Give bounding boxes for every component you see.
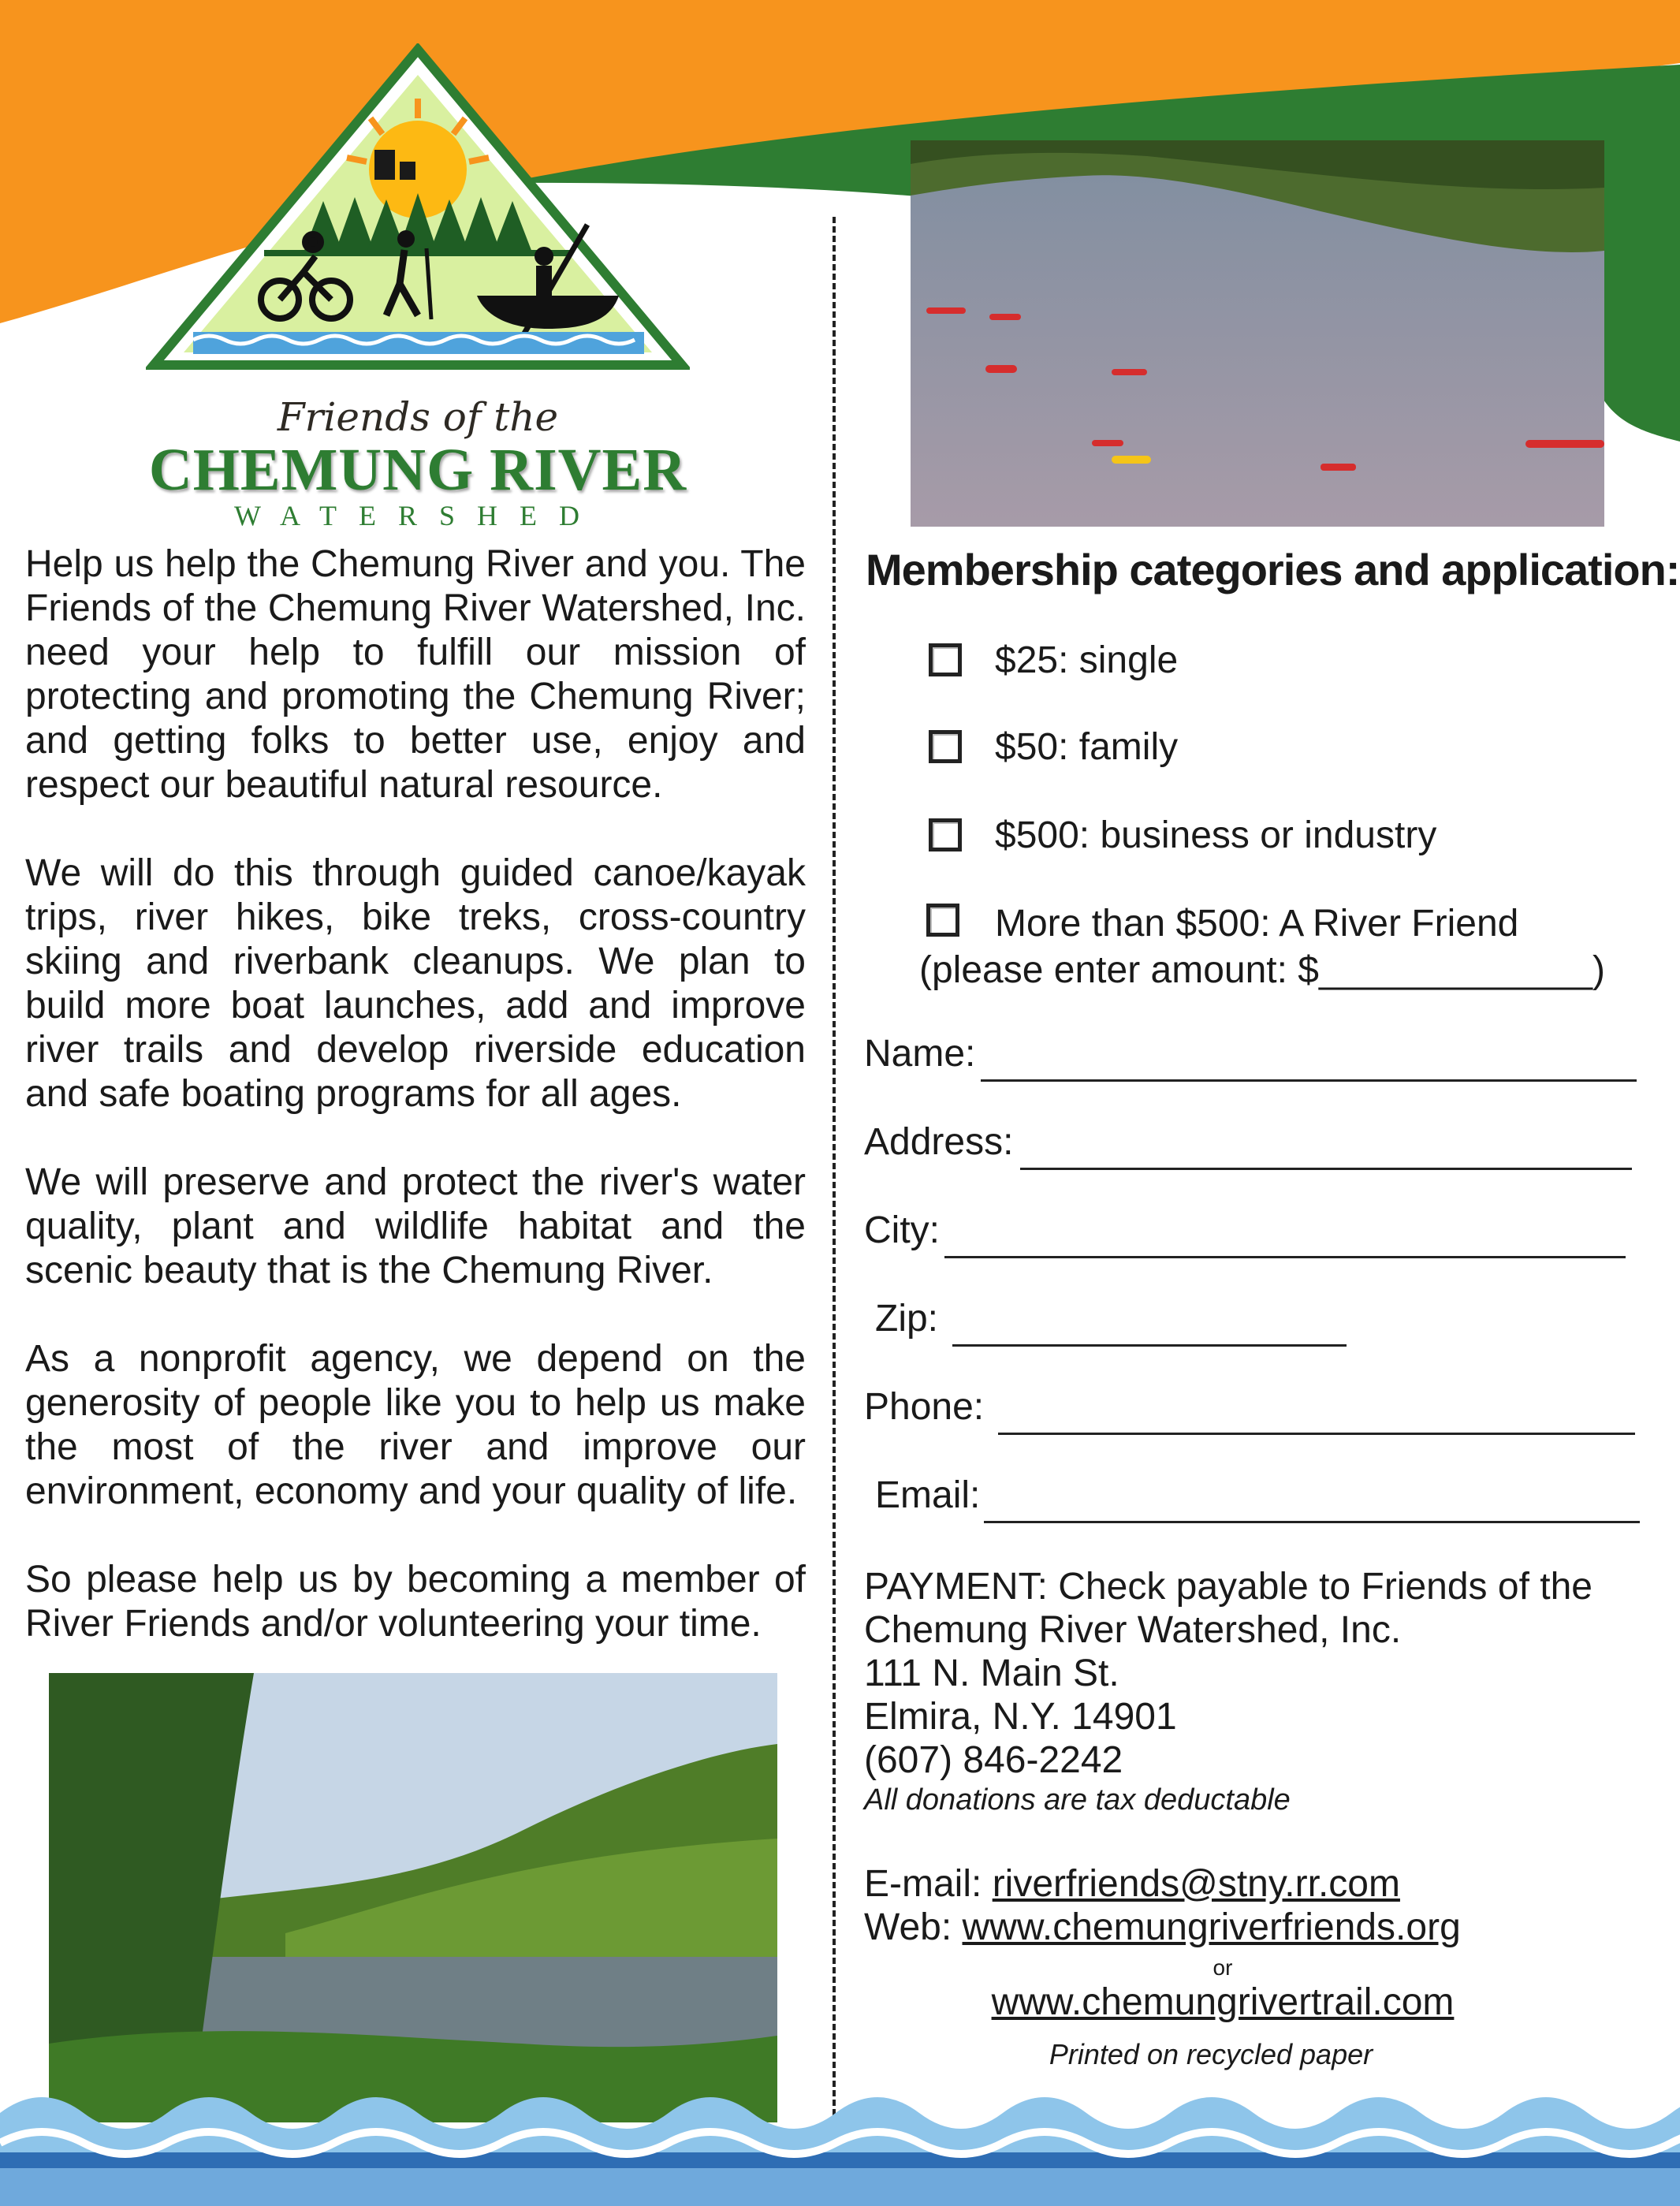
tax-note: All donations are tax deductable — [864, 1783, 1291, 1817]
phone-input-line[interactable] — [998, 1433, 1635, 1435]
web-contact-row — [864, 1906, 1645, 1949]
checkbox-business[interactable] — [929, 818, 962, 851]
logo-chemung-text: CHEMUNG RIVER — [148, 437, 687, 503]
address-label: Address: — [864, 1121, 1014, 1163]
contact-info — [864, 1862, 1645, 1949]
zip-input-line[interactable] — [952, 1344, 1347, 1347]
kayakers-river-photo — [911, 140, 1604, 527]
name-field[interactable] — [864, 1033, 1641, 1082]
city-input-line[interactable] — [944, 1256, 1626, 1258]
payment-info — [864, 1565, 1645, 1818]
bottom-waves-graphic — [0, 2081, 1680, 2206]
email-link[interactable]: riverfriends@stny.rr.com — [992, 1863, 1400, 1905]
checkbox-family[interactable] — [929, 730, 962, 763]
intro-paragraph: We will preserve and protect the river's water quality, plant and wildlife habitat and the scenic beauty that is the Chemung River. — [25, 1161, 806, 1291]
email-contact-label: E-mail: — [864, 1863, 982, 1905]
intro-paragraph: We will do this through guided canoe/kayak trips, river hikes, bike treks, cross-country skiing and riverbank cleanups. We plan to build more boat launches, add and improve river trails and develop riverside education and safe boating programs for all ages. — [25, 852, 806, 1115]
payment-street: 111 N. Main St. — [864, 1653, 1119, 1694]
city-field[interactable] — [864, 1209, 1641, 1258]
option-family-label: $50: family — [995, 726, 1179, 768]
address-field[interactable] — [864, 1121, 1641, 1170]
intro-paragraph: So please help us by becoming a member of River Friends and/or volunteering your time. — [25, 1559, 806, 1645]
email-input-line[interactable] — [984, 1521, 1640, 1523]
intro-text — [25, 542, 806, 1690]
checkbox-river-friend[interactable] — [926, 904, 959, 937]
phone-field[interactable] — [864, 1386, 1641, 1435]
email-field[interactable] — [875, 1474, 1652, 1523]
logo — [146, 43, 690, 531]
logo-watershed-text: WATERSHED — [234, 500, 602, 531]
option-river-friend-label: More than $500: A River Friend — [995, 903, 1519, 945]
payment-phone: (607) 846-2242 — [864, 1739, 1123, 1781]
payment-line: PAYMENT: Check payable to Friends of the — [864, 1566, 1592, 1608]
option-single-label: $25: single — [995, 639, 1179, 681]
name-label: Name: — [864, 1033, 976, 1075]
web-link-secondary[interactable]: www.chemungrivertrail.com — [991, 1981, 1455, 2023]
recycled-paper-note: Printed on recycled paper — [1049, 2038, 1373, 2070]
email-contact-row — [864, 1862, 1645, 1906]
logo-friends-text: Friends of the — [277, 394, 559, 440]
intro-paragraph: As a nonprofit agency, we depend on the generosity of people like you to help us make the most of the river and improve our environment, economy and your quality of life. — [25, 1338, 806, 1512]
amount-entry-line[interactable]: (please enter amount: $_____________) — [919, 949, 1605, 991]
web-link-primary[interactable]: www.chemungriverfriends.org — [962, 1906, 1461, 1948]
zip-label: Zip: — [875, 1298, 939, 1340]
name-input-line[interactable] — [981, 1079, 1637, 1082]
checkbox-single[interactable] — [929, 643, 962, 676]
or-text: or — [1213, 1955, 1233, 1980]
web-label: Web: — [864, 1906, 952, 1948]
dashed-divider — [833, 217, 836, 2125]
forest-river-photo — [49, 1673, 777, 2122]
intro-paragraph: Help us help the Chemung River and you. The Friends of the Chemung River Watershed, Inc. need your help to fulfill our mission of protecting and promoting the Chemung River; and getting folks to better use, enjoy and respect our beautiful natural resource. — [25, 543, 806, 806]
city-label: City: — [864, 1209, 940, 1251]
logo-triangle-graphic — [146, 43, 690, 398]
option-business-label: $500: business or industry — [995, 814, 1437, 856]
phone-label: Phone: — [864, 1386, 985, 1428]
address-input-line[interactable] — [1020, 1168, 1632, 1170]
payment-city: Elmira, N.Y. 14901 — [864, 1696, 1177, 1738]
membership-heading: Membership categories and application: — [866, 545, 1680, 594]
zip-field[interactable] — [875, 1298, 1652, 1347]
payment-line: Chemung River Watershed, Inc. — [864, 1609, 1402, 1651]
web-link-secondary-row — [864, 1981, 1581, 2024]
email-label: Email: — [875, 1474, 981, 1516]
